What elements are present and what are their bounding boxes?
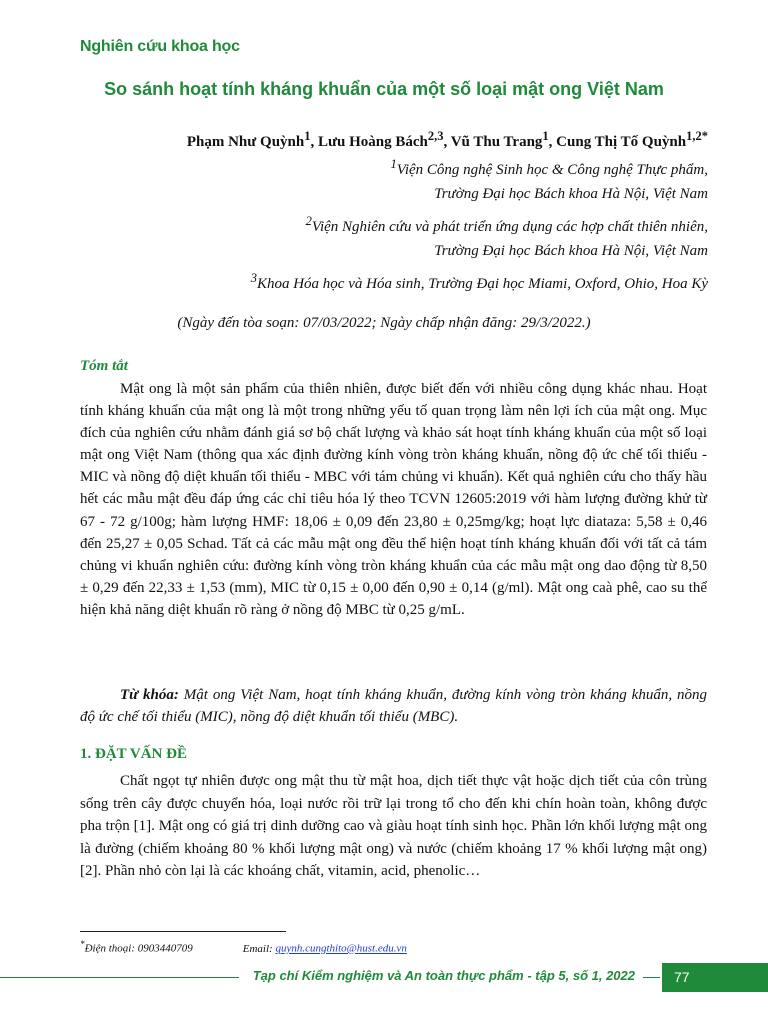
footnote-rule (80, 931, 286, 932)
footnote-email-link[interactable]: quynh.cungthito@hust.edu.vn (275, 942, 407, 955)
affiliation-sup: 1 (390, 157, 397, 171)
affiliation-sup: 2 (305, 214, 312, 228)
keywords-text: Mật ong Việt Nam, hoạt tính kháng khuẩn, đường kính vòng tròn kháng khuẩn, nồng độ ức chế tối thiểu (MIC), nồng độ diệt khuẩn tối thiểu (MBC). (80, 687, 707, 726)
section-tag: Nghiên cứu khoa học (80, 38, 240, 55)
affiliation-text: Viện Nghiên cứu và phát triển ứng dụng các hợp chất thiên nhiên, (311, 219, 708, 235)
submission-dates: (Ngày đến tòa soạn: 07/03/2022; Ngày chấp nhận đăng: 29/3/2022.) (177, 315, 591, 331)
affiliation-text: Viện Công nghệ Sinh học & Công nghệ Thực phẩm, (396, 162, 708, 178)
affiliation-1-line-1 (391, 157, 708, 179)
abstract-text: Mật ong là một sản phẩm của thiên nhiên, được biết đến với nhiều công dụng khác nhau. Hoạt tính kháng khuẩn của mật ong là một trong những yếu tố quan trọng làm nên lợi ích của mật ong. Mục đích của nghiên cứu nhằm đánh giá sơ bộ chất lượng và khảo sát hoạt tính kháng khuẩn của một số loại mật ong Việt Nam (thông qua xác định đường kính vòng tròn kháng khuẩn, nồng độ ức chế tối thiểu - MIC và nồng độ diệt khuẩn tối thiểu - MBC với tám chủng vi khuẩn). Kết quả nghiên cứu cho thấy hầu hết các mẫu mật đều đáp ứng các chỉ tiêu hóa lý theo TCVN 12605:2019 với hàm lượng đường khử từ 67 - 72 g/100g; hàm lượng HMF: 18,06 ± 0,09 đến 23,80 ± 0,25mg/kg; hoạt lực diataza: 5,58 ± 0,46 đến 25,27 ± 0,05 Schad. Tất cả các mẫu mật ong đều thể hiện hoạt tính kháng khuẩn đối với tất cả tám chủng vi khuẩn nghiên cứu: đường kính vòng tròn kháng khuẩn của các mẫu mật ong dao động từ 8,50 ± 0,29 đến 22,33 ± 1,53 (mm), MIC từ 0,15 ± 0,00 đến 0,90 ± 0,14 (g/ml). Mật ong caà phê, cao su thể hiện khả năng diệt khuẩn rõ ràng ở nồng độ MBC từ 0,25 g/mL. (80, 381, 707, 618)
keywords (80, 684, 707, 728)
author-name: Vũ Thu Trang (450, 134, 543, 150)
author-sup: 1 (542, 129, 549, 143)
author-name: Cung Thị Tố Quỳnh (556, 134, 687, 150)
keywords-label: Từ khóa: (120, 687, 179, 703)
article-title: So sánh hoạt tính kháng khuẩn của một số loại mật ong Việt Nam (104, 79, 664, 99)
affiliation-2-line-1 (306, 214, 708, 236)
journal-name: Tạp chí Kiểm nghiệm và An toàn thực phẩm - tập 5, số 1, 2022 (239, 966, 643, 986)
section-body: Chất ngọt tự nhiên được ong mật thu từ mật hoa, dịch tiết thực vật hoặc dịch tiết của côn trùng sống trên cây được chuyển hóa, loại nước rồi trữ lại trong tổ cho đến khi chín hoàn toàn, không được pha trộn [1]. Mật ong có giá trị dinh dưỡng cao và giàu hoạt tính sinh học. Phần lớn khối lượng mật ong là đường (chiếm khoảng 80 % khối lượng mật ong) và nước (chiếm khoảng 17 % khối lượng mật ong) [2]. Phần nhỏ còn lại là các khoáng chất, vitamin, acid, phenolic… (80, 773, 707, 880)
affiliation-sup: 3 (250, 271, 257, 285)
footnote-star: * (80, 939, 85, 949)
affiliation-3 (251, 271, 708, 293)
affiliation-text: Khoa Hóa học và Hóa sinh, Trường Đại học Miami, Oxford, Ohio, Hoa Kỳ (256, 276, 708, 292)
abstract-heading: Tóm tắt (80, 358, 128, 374)
page-number: 77 (662, 963, 768, 992)
author-sup: 1 (304, 129, 311, 143)
affiliation-2-line-2: Trường Đại học Bách khoa Hà Nội, Việt Nam (434, 243, 708, 259)
author-list: Phạm Như Quỳnh$^1$, Lưu Hoàng Bách$^{2,3}$, Vũ Thu Trang$^1$, Cung Thị Tố Quỳnh$^{1,2*}$ (186, 129, 708, 150)
section-heading: 1. ĐẶT VẤN ĐỀ (80, 746, 187, 762)
author-name: Lưu Hoàng Bách (317, 134, 428, 150)
affiliation-1-line-2: Trường Đại học Bách khoa Hà Nội, Việt Nam (434, 186, 708, 202)
footnote-phone: Điện thoại: 0903440709 (84, 942, 193, 955)
author-sup: 1,2* (686, 129, 708, 143)
footnote (80, 939, 407, 955)
footnote-email-label: Email: (242, 942, 276, 955)
author-sup: 2,3 (427, 129, 444, 143)
author-name: Phạm Như Quỳnh (186, 134, 305, 150)
